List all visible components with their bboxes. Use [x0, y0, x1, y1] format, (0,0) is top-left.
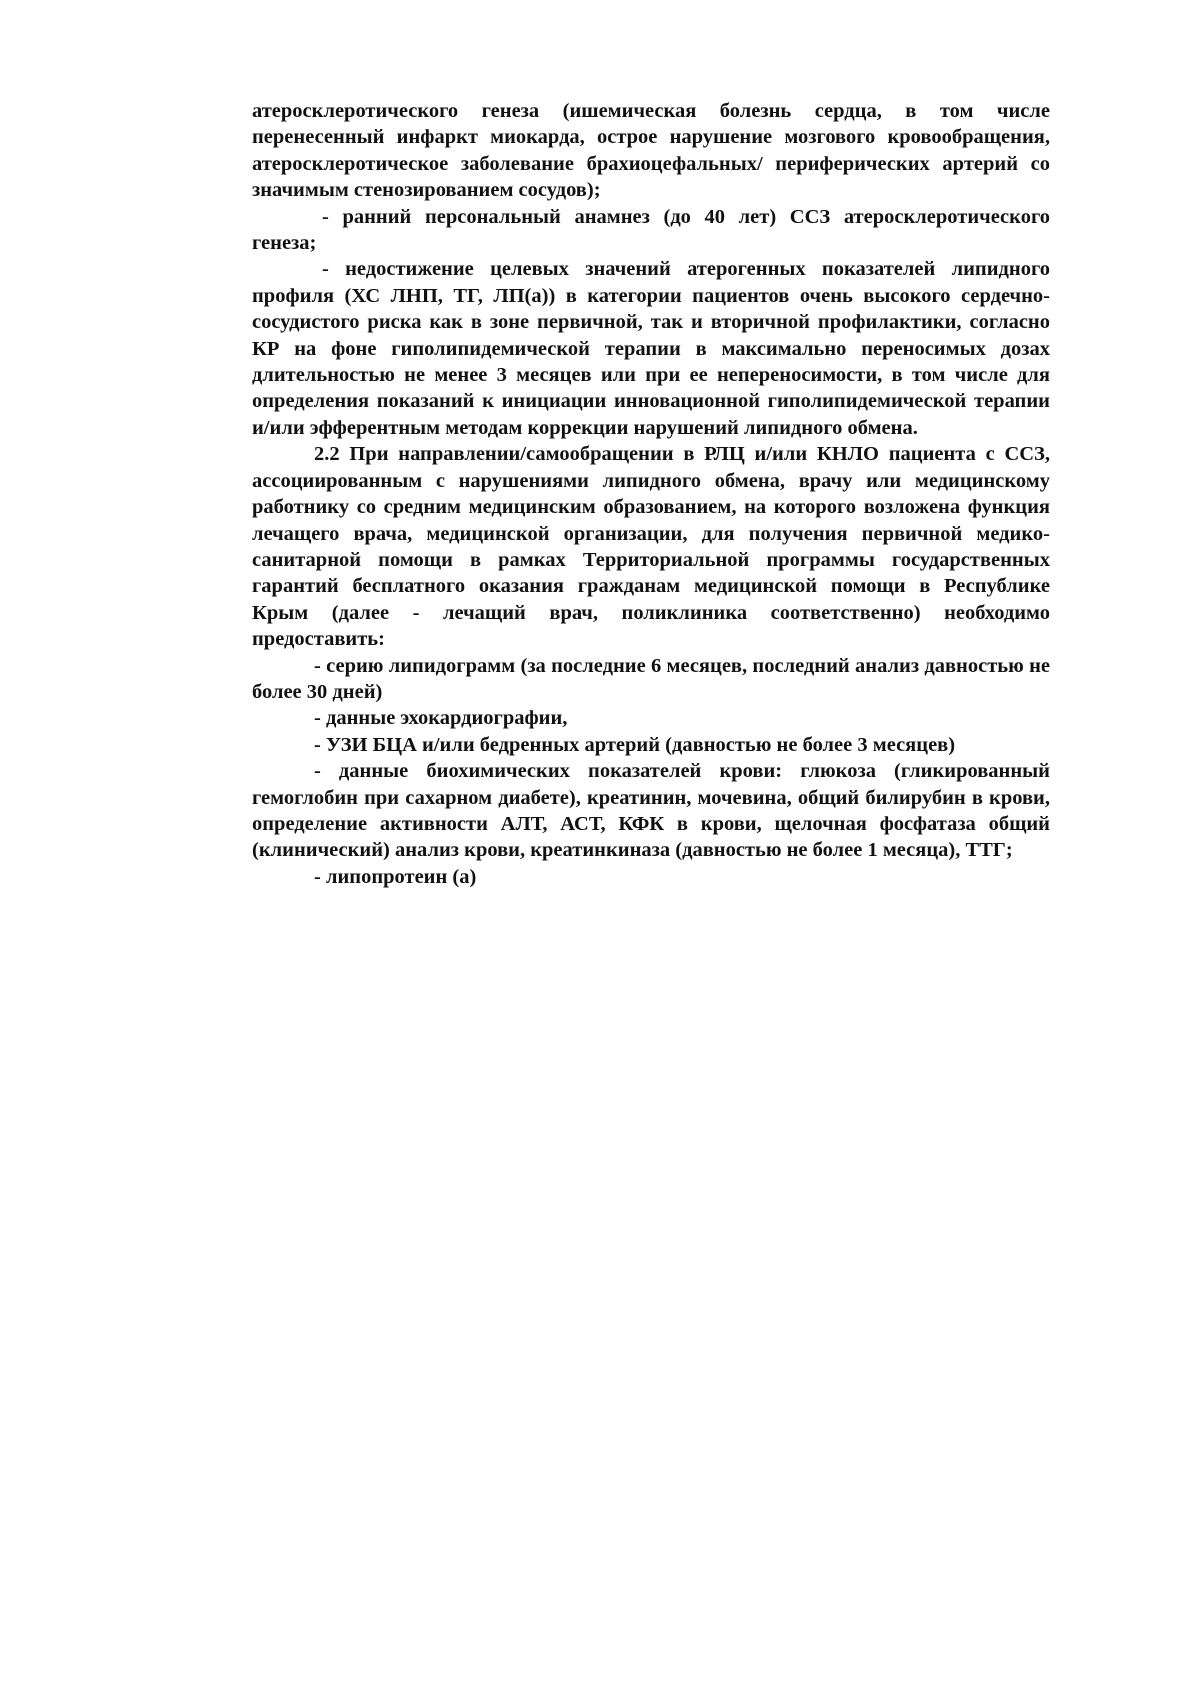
list-item-biochemistry: - данные биохимических показателей крови: глюкоза (гликированный гемоглобин при сахарном диабете), креатинин, мочевина, общий билирубин в крови, определение активности АЛТ, АСТ, КФК в крови, щелочная фосфатаза общий (клинический) анализ крови, креатинкиназа (давностью не более 1 месяца), ТТГ; [252, 760, 1050, 862]
list-item-lipidograms: - серию липидограмм (за последние 6 месяцев, последний анализ давностью не более 30 дней) [252, 654, 1050, 703]
list-item-lipoprotein: - липопротеин (а) [314, 865, 477, 888]
paragraph-atherosclerotic-genesis: атеросклеротического генеза (ишемическая болезнь сердца, в том числе перенесенный инфаркт миокарда, острое нарушение мозгового кровообращения, атеросклеротическое заболевание брахиоцефальных/ периферических артерий со значимым стенозированием сосудов); [252, 100, 1050, 202]
paragraph-target-values: - недостижение целевых значений атерогенных показателей липидного профиля (ХС ЛНП, ТГ, ЛП(а)) в категории пациентов очень высокого сердечно- сосудистого риска как в зоне первичной, так и вторичной профилактики, согласно КР на фоне гиполипидемической терапии в максимально переносимых дозах длительностью не менее 3 месяцев или при ее непереносимости, в том числе для определения показаний к инициации инновационной гиполипидемической терапии и/или эфферентным методам коррекции нарушений липидного обмена. [252, 258, 1050, 439]
list-item-ultrasound: - УЗИ БЦА и/или бедренных артерий (давностью не более 3 месяцев) [314, 733, 956, 756]
document-body [252, 98, 1050, 890]
list-item-echocardiography: - данные эхокардиографии, [314, 707, 568, 730]
paragraph-early-anamnesis: - ранний персональный анамнез (до 40 лет) ССЗ атеросклеротического генеза; [252, 205, 1050, 255]
paragraph-section-2-2: 2.2 При направлении/самообращении в РЛЦ и/или КНЛО пациента с ССЗ, ассоциированным с нарушениями липидного обмена, врачу или медицинскому работнику со средним медицинским образованием, на которого возложена функция лечащего врача, медицинской организации, для получения первичной медико-санитарной помощи в рамках Территориальной программы государственных гарантий бесплатного оказания гражданам медицинской помощи в Республике Крым (далее - лечащий врач, поликлиника соответственно) необходимо предоставить: [252, 443, 1050, 651]
